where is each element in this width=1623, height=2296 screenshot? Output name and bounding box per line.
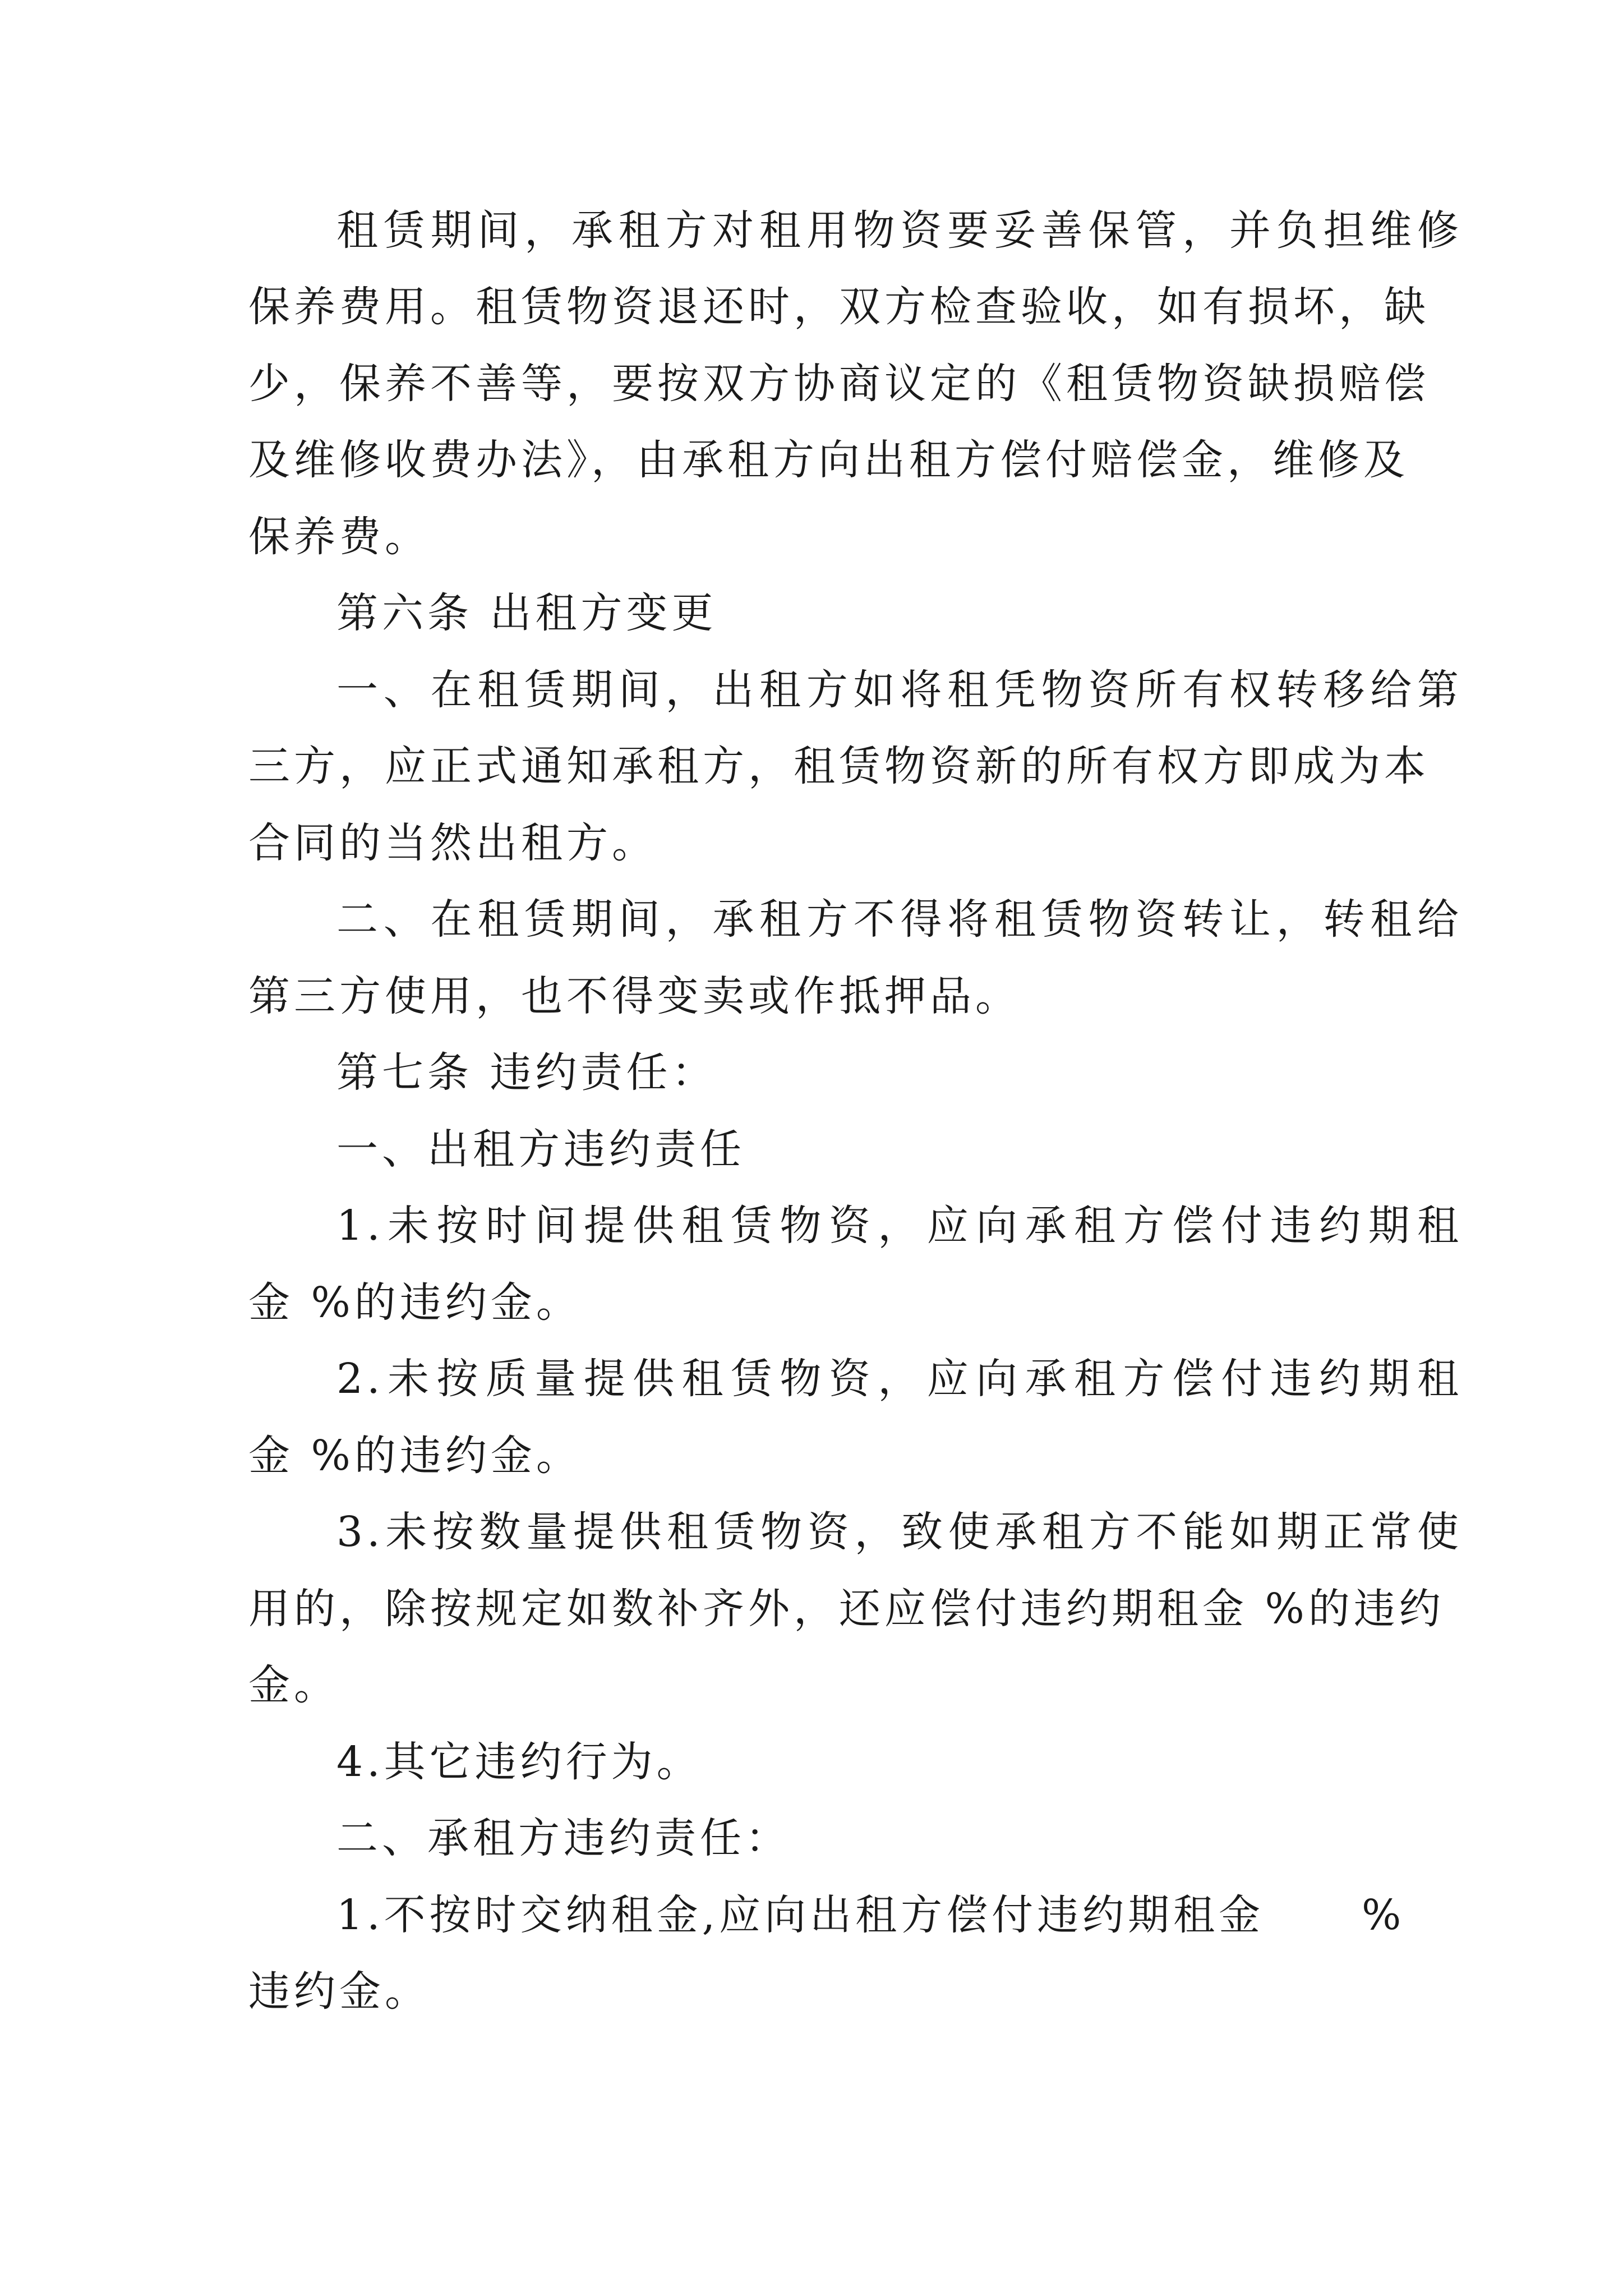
paragraph-line: 保养费用。租赁物资退还时，双方检查验收，如有损坏，缺 [248,283,1430,331]
section-heading: 二、承租方违约责任： [336,1814,791,1862]
paragraph-line: 保养费。 [248,513,430,561]
paragraph-line: 金 %的违约金。 [248,1278,582,1327]
paragraph-line: 用的，除按规定如数补齐外，还应偿付违约期租金 %的违约 [248,1585,1445,1633]
list-item: 4.其它违约行为。 [336,1738,702,1786]
list-item: 2.未按质量提供租赁物资，应向承租方偿付违约期租 [336,1355,1463,1403]
list-item: 3.未按数量提供租赁物资，致使承租方不能如期正常使 [336,1508,1463,1556]
paragraph-line: 少，保养不善等，要按双方协商议定的《租赁物资缺损赔偿 [248,360,1430,408]
list-item: 1.不按时交纳租金,应向出租方偿付违约期租金 [336,1891,1265,1939]
paragraph-line: 二、在租赁期间，承租方不得将租赁物资转让，转租给 [336,895,1463,944]
article-heading: 第六条 出租方变更 [336,589,717,637]
paragraph-line: 违约金。 [248,1967,430,2016]
paragraph-line: 租赁期间，承租方对租用物资要妥善保管，并负担维修 [336,206,1463,255]
paragraph-line: 一、在租赁期间，出租方如将租凭物资所有权转移给第 [336,666,1463,714]
list-item: 1.未按时间提供租赁物资，应向承租方偿付违约期租 [336,1202,1463,1250]
paragraph-line: 三方，应正式通知承租方，租赁物资新的所有权方即成为本 [248,742,1430,790]
paragraph-line: 及维修收费办法》，由承租方向出租方偿付赔偿金，维修及 [248,436,1409,484]
paragraph-line: 金。 [248,1661,339,1709]
paragraph-line: 合同的当然出租方。 [248,819,657,867]
paragraph-line: 第三方使用，也不得变卖或作抵押品。 [248,972,1021,1020]
article-heading: 第七条 违约责任： [336,1048,717,1097]
paragraph-line: 金 %的违约金。 [248,1432,582,1480]
percent-sign: % [1362,1891,1401,1939]
section-heading: 一、出租方违约责任 [336,1125,745,1174]
